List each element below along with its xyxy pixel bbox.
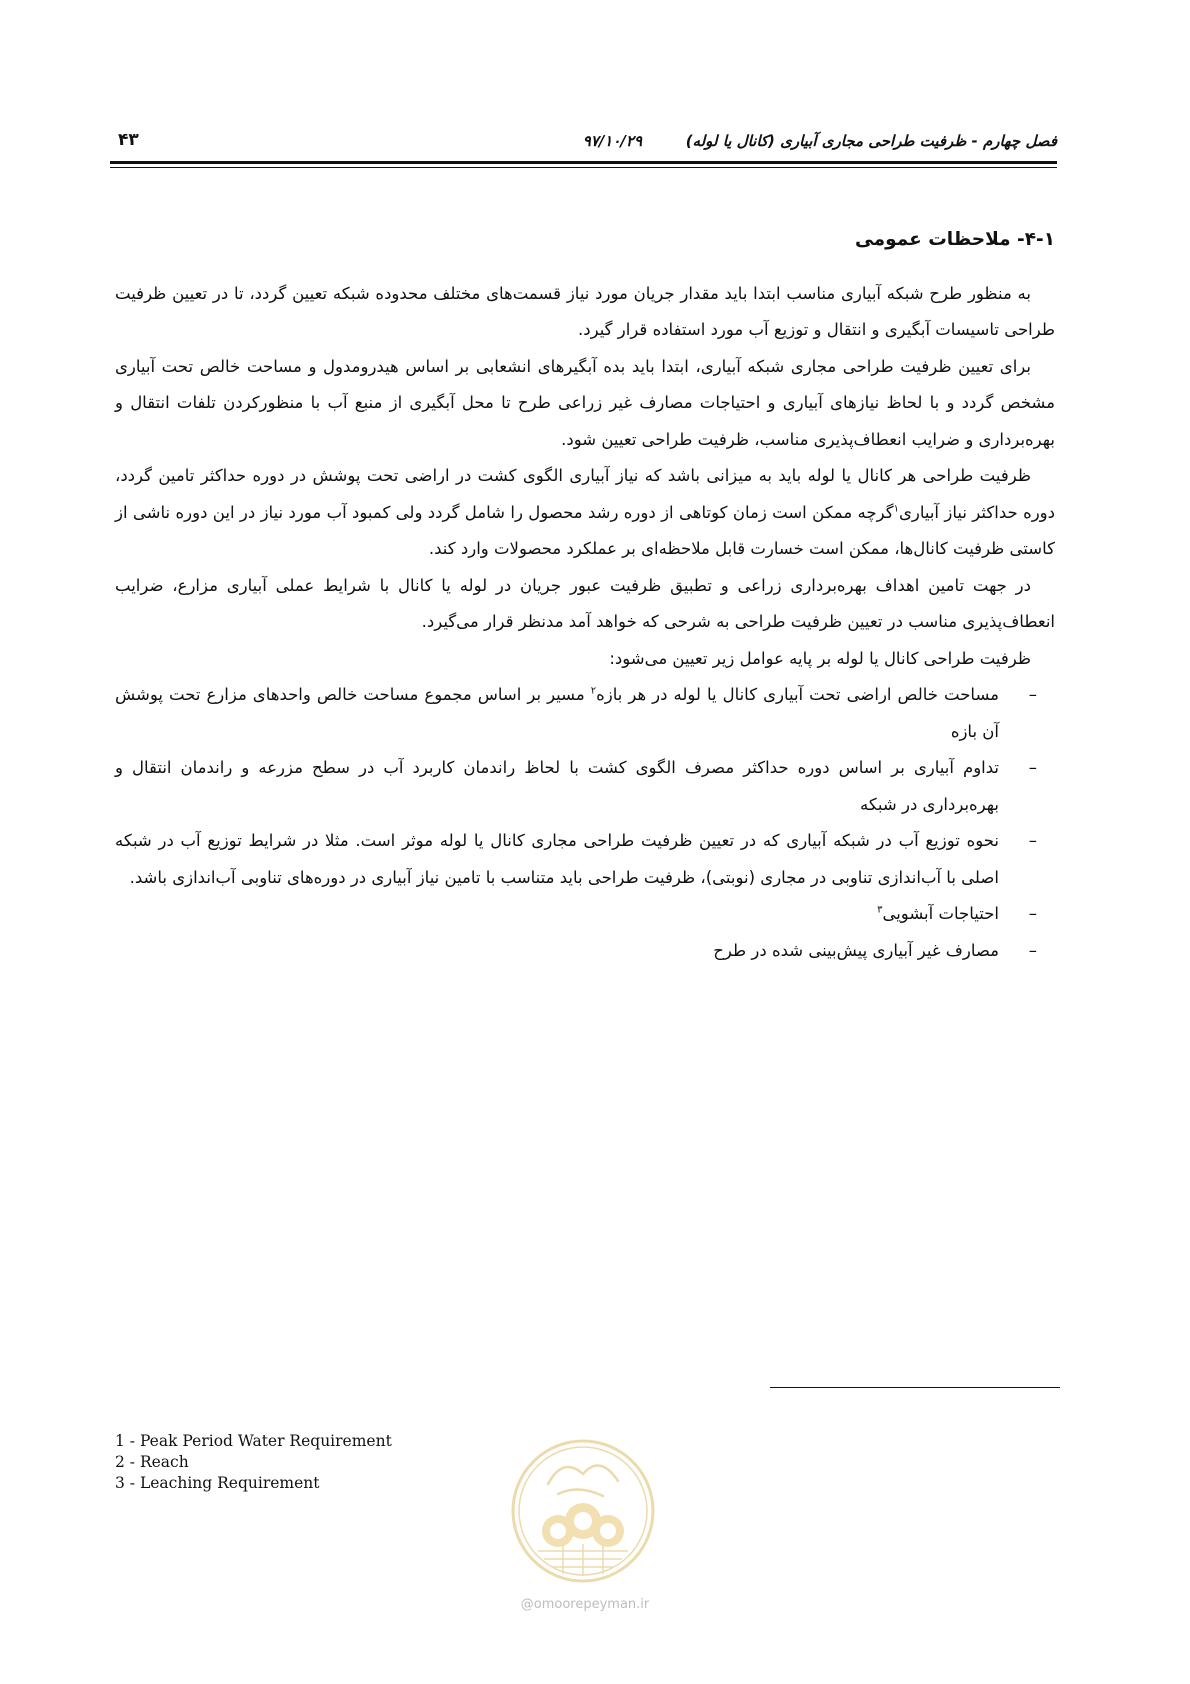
paragraph-3-part2: گرچه ممکن است زمان کوتاهی از دوره رشد محصول را شامل گردد ولی کمبود آب مورد نیاز در این دوره ناشی از کاستی ظرفیت کانال‌ها، ممکن است خسارت قابل ملاحظه‌ای بر عملکرد محصولات وارد کند. [115, 502, 1055, 558]
paragraph-3 [115, 458, 1055, 568]
list-item-text: احتیاجات آبشویی [882, 904, 999, 923]
page-number: ۴۳ [118, 130, 139, 150]
body-content [115, 222, 1055, 969]
paragraph-1: به منظور طرح شبکه آبیاری مناسب ابتدا باید مقدار جریان مورد نیاز قسمت‌های مختلف محدوده شبکه تعیین گردد، تا در تعیین ظرفیت طراحی تاسیسات آبگیری و انتقال و توزیع آب مورد استفاده قرار گیرد. [115, 283, 1055, 339]
footnote-2: 2 - Reach [115, 1453, 189, 1471]
list-item [115, 750, 1055, 823]
list-item [115, 933, 1055, 970]
factor-list [115, 677, 1055, 969]
footnote-ref-2: ۲ [590, 685, 597, 697]
list-dash: – [1028, 685, 1037, 704]
list-item-text: مسیر بر اساس مجموع مساحت خالص واحدهای مزارع تحت پوشش آن بازه [115, 685, 999, 741]
footnote-ref-3: ۳ [877, 904, 883, 916]
footnote-separator [770, 1387, 1060, 1388]
section-heading: ۴-۱- ملاحظات عمومی [854, 229, 1055, 250]
paragraph-4: در جهت تامین اهداف بهره‌برداری زراعی و تطبیق ظرفیت عبور جریان در لوله یا کانال با شرایط عملی آبیاری مزارع، ضرایب انعطاف‌پذیری مناسب در تعیین ظرفیت طراحی به شرحی که خواهد آمد مدنظر قرار می‌گیرد. [115, 575, 1055, 631]
footnote-ref-1: ۱ [893, 503, 899, 514]
paragraph-5: ظرفیت طراحی کانال یا لوله بر پایه عوامل زیر تعیین می‌شود: [609, 648, 1031, 668]
watermark-url: @omoorepeyman.ir [520, 1597, 650, 1612]
chapter-title: فصل چهارم - ظرفیت طراحی مجاری آبیاری (کانال یا لوله) [685, 132, 1057, 150]
header-rule-thin [110, 167, 1057, 168]
list-item [115, 896, 1055, 933]
list-item-text: مصارف غیر آبیاری پیش‌بینی شده در طرح [713, 940, 999, 960]
paragraph-3-part1: ظرفیت طراحی هر کانال یا لوله باید به میزانی باشد که نیاز آبیاری الگوی کشت در اراضی تحت پوشش در دوره حداکثر تامین گردد، دوره حداکثر نیاز آبیاری [115, 466, 1055, 522]
list-item-text: تداوم آبیاری بر اساس دوره حداکثر مصرف الگوی کشت با لحاظ راندمان کاربرد آب در سطح مزرعه و راندمان انتقال و بهره‌برداری در شبکه [115, 758, 999, 814]
list-dash: – [1028, 940, 1037, 960]
paragraph-2: برای تعیین ظرفیت طراحی مجاری شبکه آبیاری، ابتدا باید بده آبگیرهای انشعابی بر اساس هیدرومدول و مساحت خالص تحت آبیاری مشخص گردد و با لحاظ نیازهای آبیاری و احتیاجات مصارف غیر زراعی طرح تا محل آبگیری از منبع آب با منظورکردن تلفات انتقال و بهره‌برداری و ضرایب انعطاف‌پذیری مناسب، ظرفیت طراحی تعیین شود. [115, 356, 1055, 449]
header-rule-thick [110, 161, 1057, 164]
watermark-logo-icon [508, 1436, 658, 1586]
list-dash: – [1028, 758, 1037, 777]
list-dash: – [1028, 831, 1037, 850]
list-dash: – [1028, 904, 1037, 923]
list-item [115, 677, 1055, 750]
list-item-text: مساحت خالص اراضی تحت آبیاری کانال یا لوله در هر بازه [596, 685, 999, 704]
list-item [115, 823, 1055, 896]
running-header [110, 128, 1057, 158]
footnote-3: 3 - Leaching Requirement [115, 1474, 320, 1492]
footnote-1: 1 - Peak Period Water Requirement [115, 1432, 392, 1450]
footnotes [115, 1431, 392, 1494]
list-item-text: نحوه توزیع آب در شبکه آبیاری که در تعیین ظرفیت طراحی مجاری کانال یا لوله موثر است. مثلا در شرایط توزیع آب در شبکه اصلی با آب‌اندازی تناوبی در مجاری (نوبتی)، ظرفیت طراحی باید متناسب با تامین نیاز آبیاری در دوره‌های تناوبی آب‌اندازی باشد. [115, 831, 999, 887]
header-date: ۹۷/۱۰/۲۹ [582, 132, 642, 150]
